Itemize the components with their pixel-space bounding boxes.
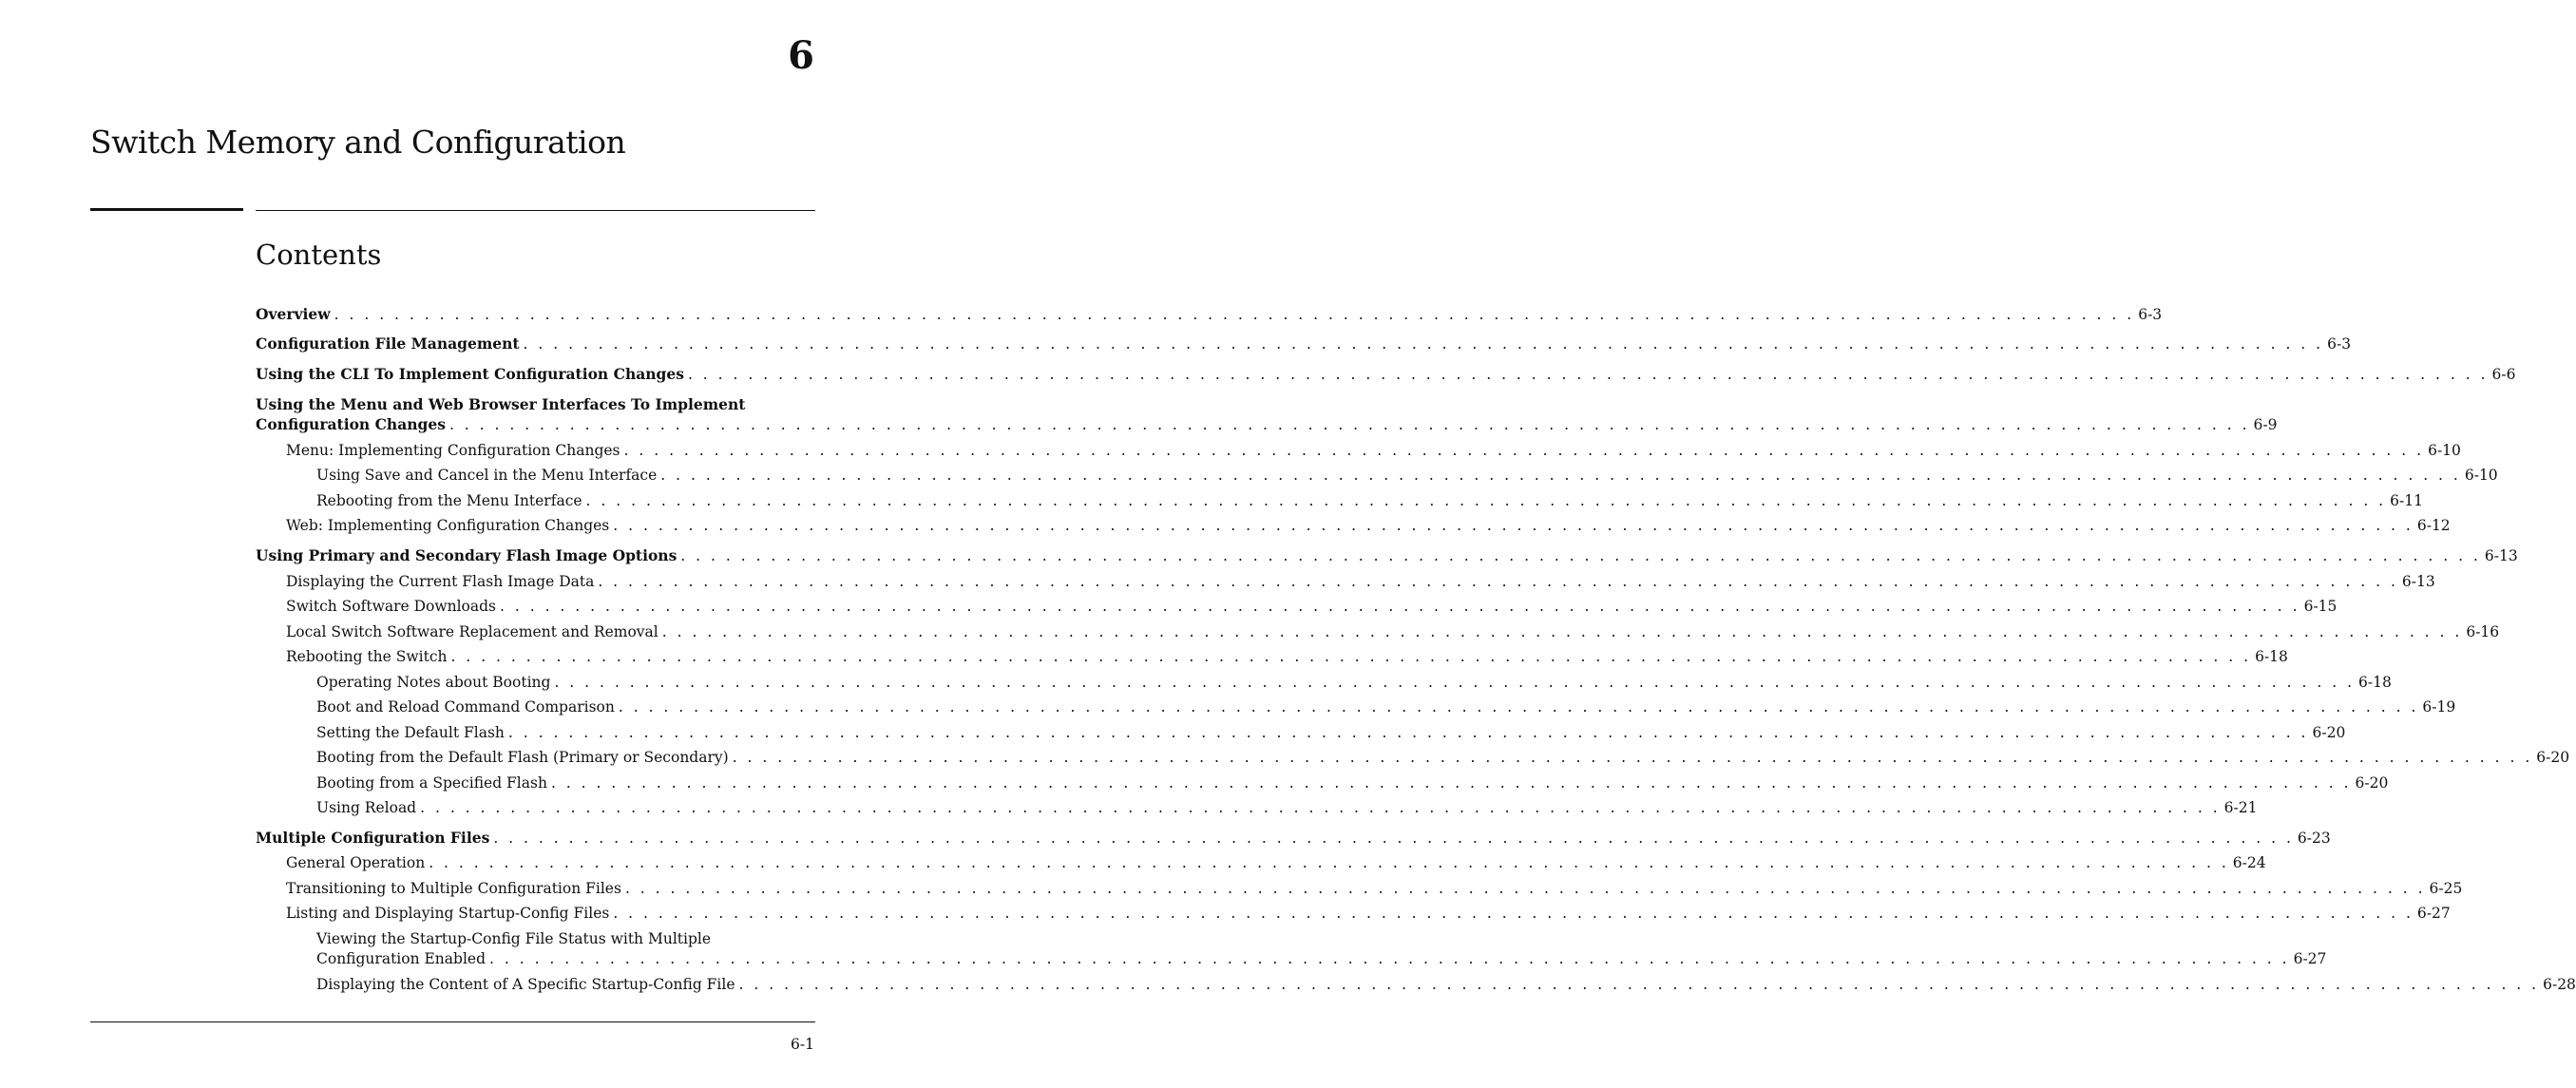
toc-entry[interactable] — [256, 828, 2331, 849]
toc-dot-leader: . . . . . . . . . . . . . . . . . . . . . . . . . . . . . . . . . . . . . . . . . . . . . . . . . . . . . . . . . . . . . . . . . . . . . . . . . . . . . . . . . . . . . . . . . . . . . . . . . . . . . . . . . . . . . . . . . . . . . . . . — [613, 905, 2414, 922]
toc-entry[interactable] — [286, 878, 2463, 899]
contents-heading: Contents — [256, 239, 382, 271]
toc-entry-label: General Operation — [286, 854, 426, 871]
toc-entry-page: 6-20 — [2536, 749, 2570, 766]
toc-dot-leader: . . . . . . . . . . . . . . . . . . . . . . . . . . . . . . . . . . . . . . . . . . . . . . . . . . . . . . . . . . . . . . . . . . . . . . . . . . . . . . . . . . . . . . . . . . . . . . . . . . . . . . . . . . . . . . . . . . . . . . . . — [523, 335, 2324, 353]
toc-dot-leader: . . . . . . . . . . . . . . . . . . . . . . . . . . . . . . . . . . . . . . . . . . . . . . . . . . . . . . . . . . . . . . . . . . . . . . . . . . . . . . . . . . . . . . . . . . . . . . . . . . . . . . . . . . . . . . . . . . . . . . . . — [613, 517, 2414, 534]
toc-entry-label: Operating Notes about Booting — [316, 674, 551, 691]
toc-entry[interactable] — [286, 571, 2435, 592]
toc-entry-page: 6-21 — [2223, 799, 2258, 816]
toc-entry-page: 6-28 — [2543, 976, 2576, 993]
toc-entry-label: Booting from the Default Flash (Primary or Secondary) — [316, 749, 729, 766]
toc-dot-leader: . . . . . . . . . . . . . . . . . . . . . . . . . . . . . . . . . . . . . . . . . . . . . . . . . . . . . . . . . . . . . . . . . . . . . . . . . . . . . . . . . . . . . . . . . . . . . . . . . . . . . . . . . . . . . . . . . . . . . . . . — [334, 306, 2135, 323]
toc-entry-page: 6-15 — [2303, 598, 2337, 615]
chapter-number: 6 — [788, 33, 814, 78]
toc-dot-leader: . . . . . . . . . . . . . . . . . . . . . . . . . . . . . . . . . . . . . . . . . . . . . . . . . . . . . . . . . . . . . . . . . . . . . . . . . . . . . . . . . . . . . . . . . . . . . . . . . . . . . . . . . . . . . . . . . . . . . . . . — [624, 880, 2426, 897]
chapter-title: Switch Memory and Configuration — [90, 124, 626, 161]
toc-entry-page: 6-23 — [2297, 830, 2331, 847]
toc-entry-page: 6-19 — [2422, 698, 2456, 716]
toc-dot-leader: . . . . . . . . . . . . . . . . . . . . . . . . . . . . . . . . . . . . . . . . . . . . . . . . . . . . . . . . . . . . . . . . . . . . . . . . . . . . . . . . . . . . . . . . . . . . . . . . . . . . . . . . . . . . . . . . . . . . . . . . — [732, 749, 2533, 766]
toc-entry-page: 6-12 — [2416, 517, 2451, 534]
toc-entry-page: 6-13 — [2484, 547, 2518, 564]
toc-entry-label: Listing and Displaying Startup-Config Files — [286, 905, 610, 922]
toc-entry[interactable] — [316, 974, 2576, 995]
toc-entry-label: Displaying the Current Flash Image Data — [286, 573, 595, 590]
toc-dot-leader: . . . . . . . . . . . . . . . . . . . . . . . . . . . . . . . . . . . . . . . . . . . . . . . . . . . . . . . . . . . . . . . . . . . . . . . . . . . . . . . . . . . . . . . . . . . . . . . . . . . . . . . . . . . . . . . . . . . . . . . . — [661, 623, 2463, 640]
toc-dot-leader: . . . . . . . . . . . . . . . . . . . . . . . . . . . . . . . . . . . . . . . . . . . . . . . . . . . . . . . . . . . . . . . . . . . . . . . . . . . . . . . . . . . . . . . . . . . . . . . . . . . . . . . . . . . . . . . . . . . . . . . . — [738, 976, 2540, 993]
toc-entry[interactable] — [316, 722, 2346, 743]
toc-entry[interactable] — [286, 515, 2451, 536]
toc-entry[interactable] — [256, 334, 2352, 354]
toc-entry-label: Displaying the Content of A Specific Startup-Config File — [316, 976, 735, 993]
toc-entry-page: 6-10 — [2464, 467, 2498, 484]
toc-entry[interactable] — [316, 747, 2570, 768]
toc-entry-page: 6-18 — [2358, 674, 2392, 691]
toc-entry-page: 6-11 — [2390, 492, 2423, 509]
toc-entry-page: 6-20 — [2355, 774, 2389, 792]
toc-entry[interactable] — [286, 621, 2500, 642]
toc-entry-label: Boot and Reload Command Comparison — [316, 698, 615, 716]
toc-entry-page: 6-24 — [2232, 854, 2266, 871]
toc-entry-page: 6-18 — [2255, 648, 2288, 665]
toc-entry[interactable] — [256, 364, 2516, 385]
toc-entry-page: 6-13 — [2401, 573, 2435, 590]
toc-dot-leader: . . . . . . . . . . . . . . . . . . . . . . . . . . . . . . . . . . . . . . . . . . . . . . . . . . . . . . . . . . . . . . . . . . . . . . . . . . . . . . . . . . . . . . . . . . . . . . . . . . . . . . . . . . . . . . . . . . . . . . . . — [429, 854, 2229, 871]
toc-entry[interactable] — [286, 596, 2337, 617]
toc-entry-label: Using Primary and Secondary Flash Image Options — [256, 546, 677, 564]
toc-entry-label: Menu: Implementing Configuration Changes — [286, 442, 620, 459]
toc-entry[interactable] — [316, 465, 2498, 486]
toc-entry[interactable] — [316, 773, 2389, 793]
toc-entry-label: Rebooting from the Menu Interface — [316, 492, 582, 509]
toc-entry-label: Setting the Default Flash — [316, 724, 505, 741]
toc-entry-label: Rebooting the Switch — [286, 648, 448, 665]
toc-entry[interactable] — [316, 490, 2423, 511]
toc-entry-page: 6-3 — [2327, 335, 2352, 353]
toc-dot-leader: . . . . . . . . . . . . . . . . . . . . . . . . . . . . . . . . . . . . . . . . . . . . . . . . . . . . . . . . . . . . . . . . . . . . . . . . . . . . . . . . . . . . . . . . . . . . . . . . . . . . . . . . . . . . . . . . . . . . . . . . — [554, 674, 2355, 691]
toc-entry-label: Overview — [256, 305, 331, 323]
toc-dot-leader: . . . . . . . . . . . . . . . . . . . . . . . . . . . . . . . . . . . . . . . . . . . . . . . . . . . . . . . . . . . . . . . . . . . . . . . . . . . . . . . . . . . . . . . . . . . . . . . . . . . . . . . . . . . . . . . . . . . . . . . . — [585, 492, 2387, 509]
toc-entry-label: Multiple Configuration Files — [256, 829, 490, 847]
toc-dot-leader: . . . . . . . . . . . . . . . . . . . . . . . . . . . . . . . . . . . . . . . . . . . . . . . . . . . . . . . . . . . . . . . . . . . . . . . . . . . . . . . . . . . . . . . . . . . . . . . . . . . . . . . . . . . . . . . . . . . . . . . . — [598, 573, 2398, 590]
toc-entry-page: 6-20 — [2312, 724, 2346, 741]
toc-entry-label: Using Save and Cancel in the Menu Interface — [316, 467, 658, 484]
toc-dot-leader: . . . . . . . . . . . . . . . . . . . . . . . . . . . . . . . . . . . . . . . . . . . . . . . . . . . . . . . . . . . . . . . . . . . . . . . . . . . . . . . . . . . . . . . . . . . . . . . . . . . . . . . . . . . . . . . . . . . . . . . . — [623, 442, 2425, 459]
toc-entry-page: 6-27 — [2416, 905, 2451, 922]
toc-entry-page: 6-25 — [2429, 880, 2463, 897]
toc-entry[interactable] — [286, 440, 2461, 461]
toc-entry-page: 6-3 — [2138, 306, 2163, 323]
toc-dot-leader: . . . . . . . . . . . . . . . . . . . . . . . . . . . . . . . . . . . . . . . . . . . . . . . . . . . . . . . . . . . . . . . . . . . . . . . . . . . . . . . . . . . . . . . . . . . . . . . . . . . . . . . . . . . . . . . . . . . . . . . . — [450, 648, 2252, 665]
toc-dot-leader: . . . . . . . . . . . . . . . . . . . . . . . . . . . . . . . . . . . . . . . . . . . . . . . . . . . . . . . . . . . . . . . . . . . . . . . . . . . . . . . . . . . . . . . . . . . . . . . . . . . . . . . . . . . . . . . . . . . . . . . . — [500, 598, 2300, 615]
toc-entry-label: Local Switch Software Replacement and Removal — [286, 623, 658, 640]
toc-entry[interactable] — [256, 414, 2278, 435]
toc-dot-leader: . . . . . . . . . . . . . . . . . . . . . . . . . . . . . . . . . . . . . . . . . . . . . . . . . . . . . . . . . . . . . . . . . . . . . . . . . . . . . . . . . . . . . . . . . . . . . . . . . . . . . . . . . . . . . . . . . . . . . . . . — [550, 774, 2352, 792]
toc-dot-leader: . . . . . . . . . . . . . . . . . . . . . . . . . . . . . . . . . . . . . . . . . . . . . . . . . . . . . . . . . . . . . . . . . . . . . . . . . . . . . . . . . . . . . . . . . . . . . . . . . . . . . . . . . . . . . . . . . . . . . . . . — [489, 950, 2290, 967]
toc-dot-leader: . . . . . . . . . . . . . . . . . . . . . . . . . . . . . . . . . . . . . . . . . . . . . . . . . . . . . . . . . . . . . . . . . . . . . . . . . . . . . . . . . . . . . . . . . . . . . . . . . . . . . . . . . . . . . . . . . . . . . . . . — [660, 467, 2461, 484]
toc-dot-leader: . . . . . . . . . . . . . . . . . . . . . . . . . . . . . . . . . . . . . . . . . . . . . . . . . . . . . . . . . . . . . . . . . . . . . . . . . . . . . . . . . . . . . . . . . . . . . . . . . . . . . . . . . . . . . . . . . . . . . . . . — [448, 416, 2250, 433]
toc-entry-page: 6-27 — [2293, 950, 2327, 967]
toc-entry[interactable] — [316, 948, 2327, 969]
toc-entry-page: 6-6 — [2491, 366, 2516, 383]
toc-entry-label: Booting from a Specified Flash — [316, 774, 547, 792]
toc-entry-label: Web: Implementing Configuration Changes — [286, 517, 610, 534]
footer-page-number: 6-1 — [791, 1036, 814, 1053]
toc-entry-page: 6-9 — [2253, 416, 2278, 433]
toc-entry[interactable] — [286, 852, 2266, 873]
toc-dot-leader: . . . . . . . . . . . . . . . . . . . . . . . . . . . . . . . . . . . . . . . . . . . . . . . . . . . . . . . . . . . . . . . . . . . . . . . . . . . . . . . . . . . . . . . . . . . . . . . . . . . . . . . . . . . . . . . . . . . . . . . . — [680, 547, 2481, 564]
toc-entry-label-line1: Viewing the Startup-Config File Status with Multiple — [316, 930, 712, 947]
footer-rule — [90, 1021, 815, 1022]
toc-entry-label: Switch Software Downloads — [286, 598, 497, 615]
toc-entry-label: Using Reload — [316, 799, 417, 816]
toc-entry[interactable] — [316, 697, 2456, 717]
toc-entry-page: 6-16 — [2466, 623, 2500, 640]
toc-entry[interactable] — [256, 545, 2518, 566]
toc-entry-label-line1: Using the Menu and Web Browser Interfaces To Implement — [256, 395, 746, 413]
toc-entry-label: Transitioning to Multiple Configuration Files — [286, 880, 621, 897]
toc-entry-label: Configuration Enabled — [316, 950, 487, 967]
toc-entry-page: 6-10 — [2428, 442, 2461, 459]
toc-dot-leader: . . . . . . . . . . . . . . . . . . . . . . . . . . . . . . . . . . . . . . . . . . . . . . . . . . . . . . . . . . . . . . . . . . . . . . . . . . . . . . . . . . . . . . . . . . . . . . . . . . . . . . . . . . . . . . . . . . . . . . . . — [493, 830, 2294, 847]
toc-entry[interactable] — [286, 903, 2451, 924]
toc-entry[interactable] — [316, 797, 2258, 818]
toc-dot-leader: . . . . . . . . . . . . . . . . . . . . . . . . . . . . . . . . . . . . . . . . . . . . . . . . . . . . . . . . . . . . . . . . . . . . . . . . . . . . . . . . . . . . . . . . . . . . . . . . . . . . . . . . . . . . . . . . . . . . . . . . — [618, 698, 2419, 716]
toc-entry[interactable] — [256, 304, 2163, 325]
toc-dot-leader: . . . . . . . . . . . . . . . . . . . . . . . . . . . . . . . . . . . . . . . . . . . . . . . . . . . . . . . . . . . . . . . . . . . . . . . . . . . . . . . . . . . . . . . . . . . . . . . . . . . . . . . . . . . . . . . . . . . . . . . . — [420, 799, 2221, 816]
toc-entry[interactable] — [316, 672, 2392, 693]
toc-entry-label: Configuration Changes — [256, 415, 446, 433]
toc-dot-leader: . . . . . . . . . . . . . . . . . . . . . . . . . . . . . . . . . . . . . . . . . . . . . . . . . . . . . . . . . . . . . . . . . . . . . . . . . . . . . . . . . . . . . . . . . . . . . . . . . . . . . . . . . . . . . . . . . . . . . . . . — [687, 366, 2489, 383]
toc-dot-leader: . . . . . . . . . . . . . . . . . . . . . . . . . . . . . . . . . . . . . . . . . . . . . . . . . . . . . . . . . . . . . . . . . . . . . . . . . . . . . . . . . . . . . . . . . . . . . . . . . . . . . . . . . . . . . . . . . . . . . . . . — [507, 724, 2309, 741]
toc-entry-label: Using the CLI To Implement Configuration Changes — [256, 365, 684, 383]
toc-entry[interactable] — [286, 646, 2288, 667]
toc-entry-label: Configuration File Management — [256, 334, 520, 353]
